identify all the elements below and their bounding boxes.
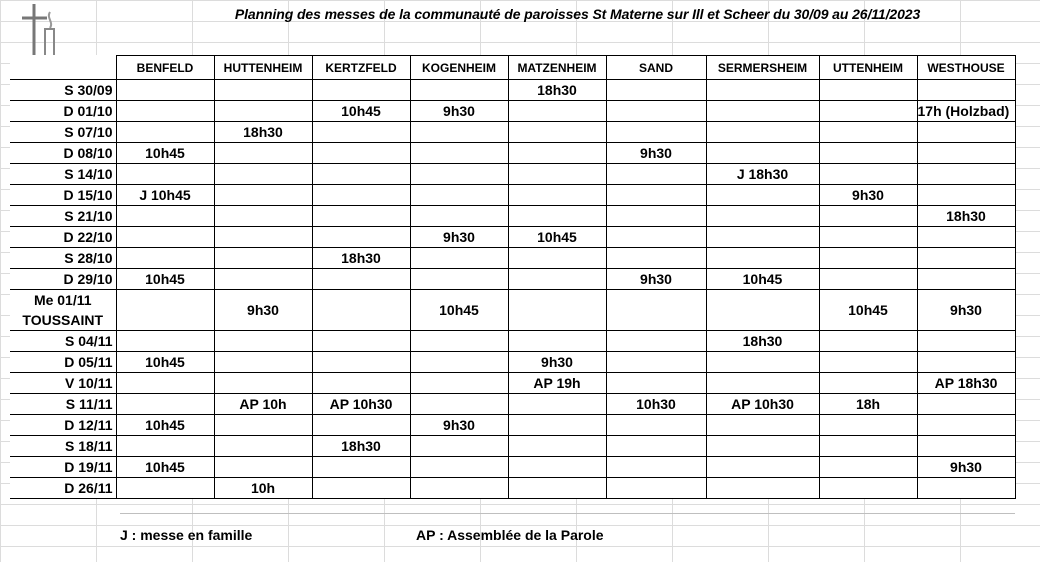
time-cell	[917, 478, 1015, 499]
time-cell	[312, 206, 410, 227]
time-cell	[706, 415, 819, 436]
time-cell	[116, 248, 214, 269]
time-cell	[706, 101, 819, 122]
time-cell	[116, 101, 214, 122]
date-cell: V 10/11	[10, 373, 116, 394]
mass-schedule-table	[10, 55, 1016, 499]
time-cell: 10h45	[706, 269, 819, 290]
date-cell: D 08/10	[10, 143, 116, 164]
time-cell	[606, 352, 706, 373]
time-cell	[214, 457, 312, 478]
table-row	[10, 227, 1015, 248]
time-cell	[606, 227, 706, 248]
time-cell	[917, 80, 1015, 101]
time-cell	[410, 331, 508, 352]
time-cell	[606, 80, 706, 101]
time-cell	[508, 164, 606, 185]
table-row	[10, 290, 1015, 331]
page-title: Planning des messes de la communauté de paroisses St Materne sur Ill et Scheer du 30/09 au 26/11/2023	[234, 6, 921, 22]
column-header-sand: SAND	[606, 56, 706, 80]
time-cell	[116, 394, 214, 415]
time-cell	[312, 373, 410, 394]
time-cell	[917, 164, 1015, 185]
time-cell	[312, 80, 410, 101]
time-cell	[312, 331, 410, 352]
time-cell	[819, 206, 917, 227]
time-cell	[606, 122, 706, 143]
date-cell: S 04/11	[10, 331, 116, 352]
time-cell	[214, 352, 312, 373]
time-cell: AP 10h	[214, 394, 312, 415]
column-header-sermersheim: SERMERSHEIM	[706, 56, 819, 80]
time-cell	[706, 290, 819, 331]
time-cell: 18h30	[214, 122, 312, 143]
time-cell: 9h30	[214, 290, 312, 331]
time-cell	[606, 164, 706, 185]
column-header-uttenheim: UTTENHEIM	[819, 56, 917, 80]
time-cell: 9h30	[606, 269, 706, 290]
time-cell	[606, 331, 706, 352]
time-cell: J 10h45	[116, 185, 214, 206]
time-cell: 9h30	[917, 457, 1015, 478]
time-cell	[410, 373, 508, 394]
time-cell: 18h30	[312, 248, 410, 269]
time-cell	[508, 290, 606, 331]
time-cell	[410, 269, 508, 290]
time-cell	[410, 457, 508, 478]
time-cell	[214, 143, 312, 164]
time-cell	[312, 269, 410, 290]
time-cell	[917, 227, 1015, 248]
time-cell	[410, 248, 508, 269]
time-cell	[819, 436, 917, 457]
time-cell	[508, 436, 606, 457]
time-cell	[917, 143, 1015, 164]
time-cell	[917, 436, 1015, 457]
time-cell	[819, 101, 917, 122]
time-cell	[508, 206, 606, 227]
time-cell	[819, 415, 917, 436]
time-cell	[917, 415, 1015, 436]
time-cell: 9h30	[410, 415, 508, 436]
time-cell: 18h30	[706, 331, 819, 352]
time-cell	[214, 206, 312, 227]
time-cell	[508, 248, 606, 269]
time-cell: 10h45	[819, 290, 917, 331]
time-cell: 18h30	[508, 80, 606, 101]
time-cell	[508, 101, 606, 122]
time-cell	[508, 331, 606, 352]
date-sublabel: TOUSSAINT	[22, 312, 104, 328]
table-row	[10, 394, 1015, 415]
time-cell	[606, 478, 706, 499]
table-row	[10, 331, 1015, 352]
time-cell	[819, 164, 917, 185]
time-cell	[706, 80, 819, 101]
time-cell	[116, 122, 214, 143]
time-cell	[116, 331, 214, 352]
time-cell	[706, 478, 819, 499]
table-row	[10, 122, 1015, 143]
time-cell	[410, 80, 508, 101]
time-cell	[706, 436, 819, 457]
time-cell: 9h30	[410, 101, 508, 122]
time-cell	[214, 415, 312, 436]
time-cell	[606, 373, 706, 394]
time-cell: 10h45	[116, 415, 214, 436]
time-cell	[410, 185, 508, 206]
time-cell	[706, 352, 819, 373]
time-cell	[706, 227, 819, 248]
time-cell	[819, 227, 917, 248]
time-cell	[312, 478, 410, 499]
time-cell	[312, 227, 410, 248]
time-cell	[116, 227, 214, 248]
legend-ap: AP : Assemblée de la Parole	[416, 527, 604, 543]
time-cell	[819, 331, 917, 352]
time-cell	[410, 164, 508, 185]
corner-cell	[10, 56, 116, 80]
time-cell: AP 10h30	[312, 394, 410, 415]
time-cell	[917, 269, 1015, 290]
time-cell	[917, 352, 1015, 373]
date-cell: D 26/11	[10, 478, 116, 499]
table-row	[10, 164, 1015, 185]
time-cell	[917, 122, 1015, 143]
header-row	[10, 56, 1015, 80]
time-cell	[214, 269, 312, 290]
time-cell	[819, 248, 917, 269]
column-header-matzenheim: MATZENHEIM	[508, 56, 606, 80]
time-cell: 10h45	[116, 269, 214, 290]
time-cell	[508, 415, 606, 436]
time-cell	[606, 185, 706, 206]
time-cell: 10h30	[606, 394, 706, 415]
time-cell: 10h45	[312, 101, 410, 122]
time-cell	[819, 122, 917, 143]
time-cell	[819, 143, 917, 164]
time-cell: 18h30	[917, 206, 1015, 227]
time-cell	[312, 185, 410, 206]
time-cell	[706, 143, 819, 164]
date-cell: S 07/10	[10, 122, 116, 143]
date-cell: S 30/09	[10, 80, 116, 101]
time-cell	[116, 373, 214, 394]
column-header-kogenheim: KOGENHEIM	[410, 56, 508, 80]
time-cell	[214, 227, 312, 248]
date-cell: S 18/11	[10, 436, 116, 457]
time-cell	[214, 248, 312, 269]
table-row	[10, 185, 1015, 206]
time-cell	[819, 80, 917, 101]
table-row	[10, 457, 1015, 478]
divider	[120, 513, 1015, 514]
time-cell	[410, 478, 508, 499]
time-cell	[312, 415, 410, 436]
time-cell	[410, 206, 508, 227]
table-row	[10, 206, 1015, 227]
time-cell	[706, 206, 819, 227]
time-cell	[917, 394, 1015, 415]
time-cell	[312, 122, 410, 143]
time-cell	[819, 373, 917, 394]
date-cell: D 15/10	[10, 185, 116, 206]
time-cell	[410, 436, 508, 457]
time-cell	[819, 269, 917, 290]
date-cell: D 05/11	[10, 352, 116, 373]
time-cell: 9h30	[410, 227, 508, 248]
time-cell: 10h	[214, 478, 312, 499]
time-cell: 10h45	[116, 457, 214, 478]
time-cell	[706, 457, 819, 478]
time-cell	[312, 164, 410, 185]
time-cell	[214, 80, 312, 101]
time-cell	[312, 143, 410, 164]
time-cell	[410, 122, 508, 143]
time-cell	[508, 185, 606, 206]
time-cell: 9h30	[917, 290, 1015, 331]
time-cell: 17h (Holzbad)	[917, 101, 1015, 122]
time-cell: AP 18h30	[917, 373, 1015, 394]
column-header-kertzfeld: KERTZFELD	[312, 56, 410, 80]
time-cell	[214, 436, 312, 457]
legend-j: J : messe en famille	[120, 527, 253, 543]
time-cell	[214, 373, 312, 394]
time-cell	[508, 394, 606, 415]
date-cell: D 01/10	[10, 101, 116, 122]
time-cell	[312, 290, 410, 331]
table-row	[10, 352, 1015, 373]
table-row	[10, 269, 1015, 290]
table-row	[10, 415, 1015, 436]
time-cell	[706, 248, 819, 269]
time-cell	[508, 478, 606, 499]
time-cell	[312, 352, 410, 373]
table-row	[10, 373, 1015, 394]
time-cell	[116, 206, 214, 227]
time-cell	[606, 248, 706, 269]
time-cell	[410, 352, 508, 373]
time-cell	[214, 185, 312, 206]
time-cell	[917, 248, 1015, 269]
date-cell: S 14/10	[10, 164, 116, 185]
time-cell	[214, 164, 312, 185]
time-cell	[508, 269, 606, 290]
time-cell	[706, 373, 819, 394]
time-cell	[116, 290, 214, 331]
date-cell: D 19/11	[10, 457, 116, 478]
time-cell	[508, 457, 606, 478]
time-cell	[508, 122, 606, 143]
time-cell: 10h45	[116, 352, 214, 373]
time-cell: 9h30	[508, 352, 606, 373]
date-cell	[10, 290, 116, 331]
time-cell: 10h45	[410, 290, 508, 331]
time-cell	[606, 206, 706, 227]
time-cell	[116, 436, 214, 457]
time-cell	[606, 415, 706, 436]
time-cell	[819, 352, 917, 373]
date-cell: D 29/10	[10, 269, 116, 290]
time-cell: AP 10h30	[706, 394, 819, 415]
date-cell: D 12/11	[10, 415, 116, 436]
column-header-westhouse: WESTHOUSE	[917, 56, 1015, 80]
time-cell	[410, 143, 508, 164]
time-cell	[606, 457, 706, 478]
date-cell: D 22/10	[10, 227, 116, 248]
time-cell	[819, 457, 917, 478]
column-header-benfeld: BENFELD	[116, 56, 214, 80]
time-cell	[508, 143, 606, 164]
time-cell	[116, 164, 214, 185]
time-cell	[116, 80, 214, 101]
time-cell	[606, 436, 706, 457]
time-cell	[116, 478, 214, 499]
table-row	[10, 478, 1015, 499]
time-cell: 9h30	[819, 185, 917, 206]
time-cell: J 18h30	[706, 164, 819, 185]
time-cell: 10h45	[508, 227, 606, 248]
time-cell: 9h30	[606, 143, 706, 164]
table-row	[10, 248, 1015, 269]
date-cell: S 11/11	[10, 394, 116, 415]
time-cell	[606, 290, 706, 331]
date-cell: S 28/10	[10, 248, 116, 269]
table-row	[10, 436, 1015, 457]
time-cell	[706, 185, 819, 206]
time-cell: 18h30	[312, 436, 410, 457]
time-cell	[706, 122, 819, 143]
table-row	[10, 80, 1015, 101]
column-header-huttenheim: HUTTENHEIM	[214, 56, 312, 80]
time-cell	[214, 331, 312, 352]
date-cell: S 21/10	[10, 206, 116, 227]
date-label: Me 01/11	[33, 292, 92, 308]
table-row	[10, 101, 1015, 122]
time-cell	[917, 185, 1015, 206]
time-cell: AP 19h	[508, 373, 606, 394]
time-cell: 18h	[819, 394, 917, 415]
time-cell	[819, 478, 917, 499]
time-cell	[410, 394, 508, 415]
time-cell	[606, 101, 706, 122]
time-cell: 10h45	[116, 143, 214, 164]
table-row	[10, 143, 1015, 164]
time-cell	[917, 331, 1015, 352]
time-cell	[312, 457, 410, 478]
time-cell	[214, 101, 312, 122]
